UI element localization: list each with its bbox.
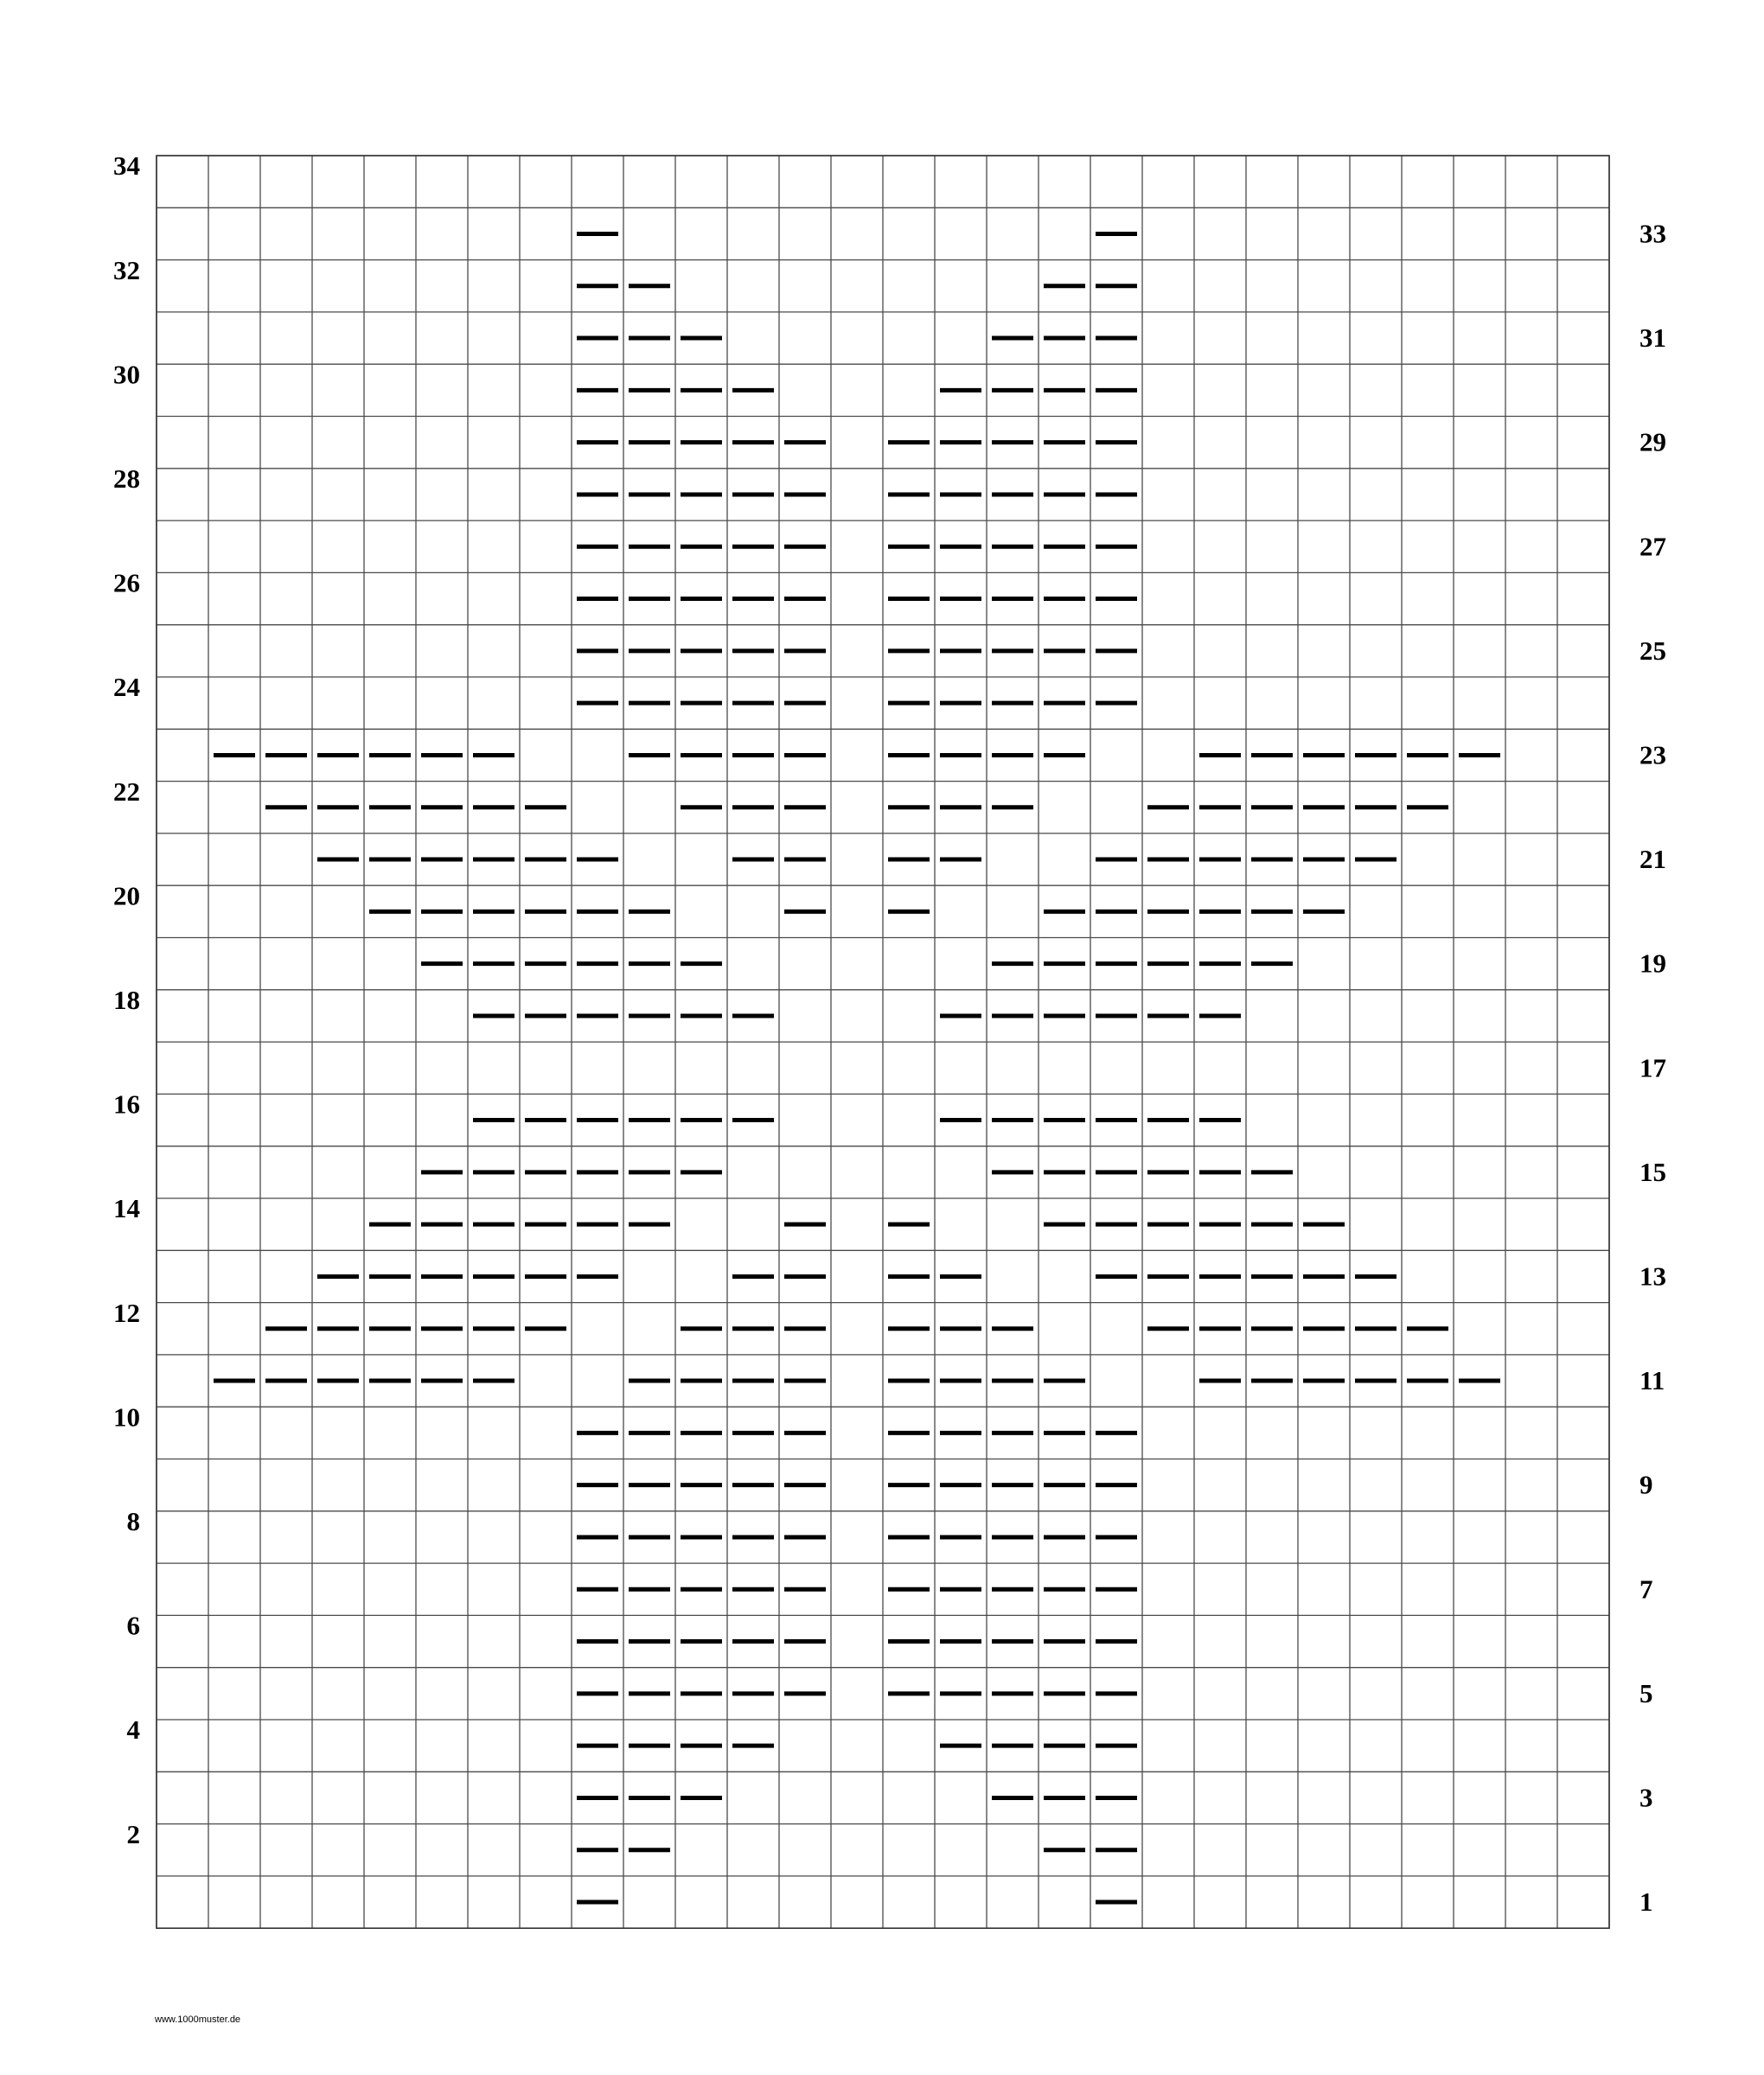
row-number-left: 6 xyxy=(126,1610,140,1641)
row-number-right: 17 xyxy=(1639,1052,1666,1083)
website-footer: www.1000muster.de xyxy=(155,2014,241,2025)
row-number-left: 20 xyxy=(113,880,140,911)
row-number-left: 12 xyxy=(113,1297,140,1328)
row-number-left: 32 xyxy=(113,254,140,285)
row-number-left: 34 xyxy=(113,150,140,182)
row-number-right: 5 xyxy=(1639,1677,1653,1708)
row-number-right: 9 xyxy=(1639,1469,1653,1500)
row-number-right: 33 xyxy=(1639,218,1666,249)
row-number-left: 26 xyxy=(113,567,140,598)
row-number-left: 10 xyxy=(113,1401,140,1433)
row-number-right: 11 xyxy=(1639,1365,1665,1396)
row-number-right: 31 xyxy=(1639,322,1666,354)
row-number-right: 7 xyxy=(1639,1574,1653,1605)
row-number-right: 27 xyxy=(1639,531,1666,562)
row-number-left: 2 xyxy=(126,1818,140,1849)
row-number-right: 25 xyxy=(1639,635,1666,666)
row-number-right: 23 xyxy=(1639,739,1666,770)
row-number-left: 4 xyxy=(126,1714,140,1746)
row-number-left: 8 xyxy=(126,1505,140,1536)
stitch-symbols xyxy=(214,233,1500,1902)
row-number-right: 21 xyxy=(1639,844,1666,875)
row-number-left: 24 xyxy=(113,672,140,703)
row-number-left: 30 xyxy=(113,359,140,390)
chart-grid xyxy=(157,156,1609,1928)
row-number-left: 14 xyxy=(113,1193,140,1224)
row-number-left: 28 xyxy=(113,463,140,494)
row-number-right: 29 xyxy=(1639,426,1666,457)
row-number-right: 15 xyxy=(1639,1156,1666,1187)
row-number-left: 18 xyxy=(113,984,140,1015)
row-number-left: 16 xyxy=(113,1089,140,1120)
row-number-right: 1 xyxy=(1639,1887,1653,1918)
row-number-right: 13 xyxy=(1639,1261,1666,1292)
row-numbers xyxy=(113,150,1666,1917)
row-number-right: 19 xyxy=(1639,948,1666,979)
row-number-left: 22 xyxy=(113,776,140,807)
row-number-right: 3 xyxy=(1639,1782,1653,1813)
